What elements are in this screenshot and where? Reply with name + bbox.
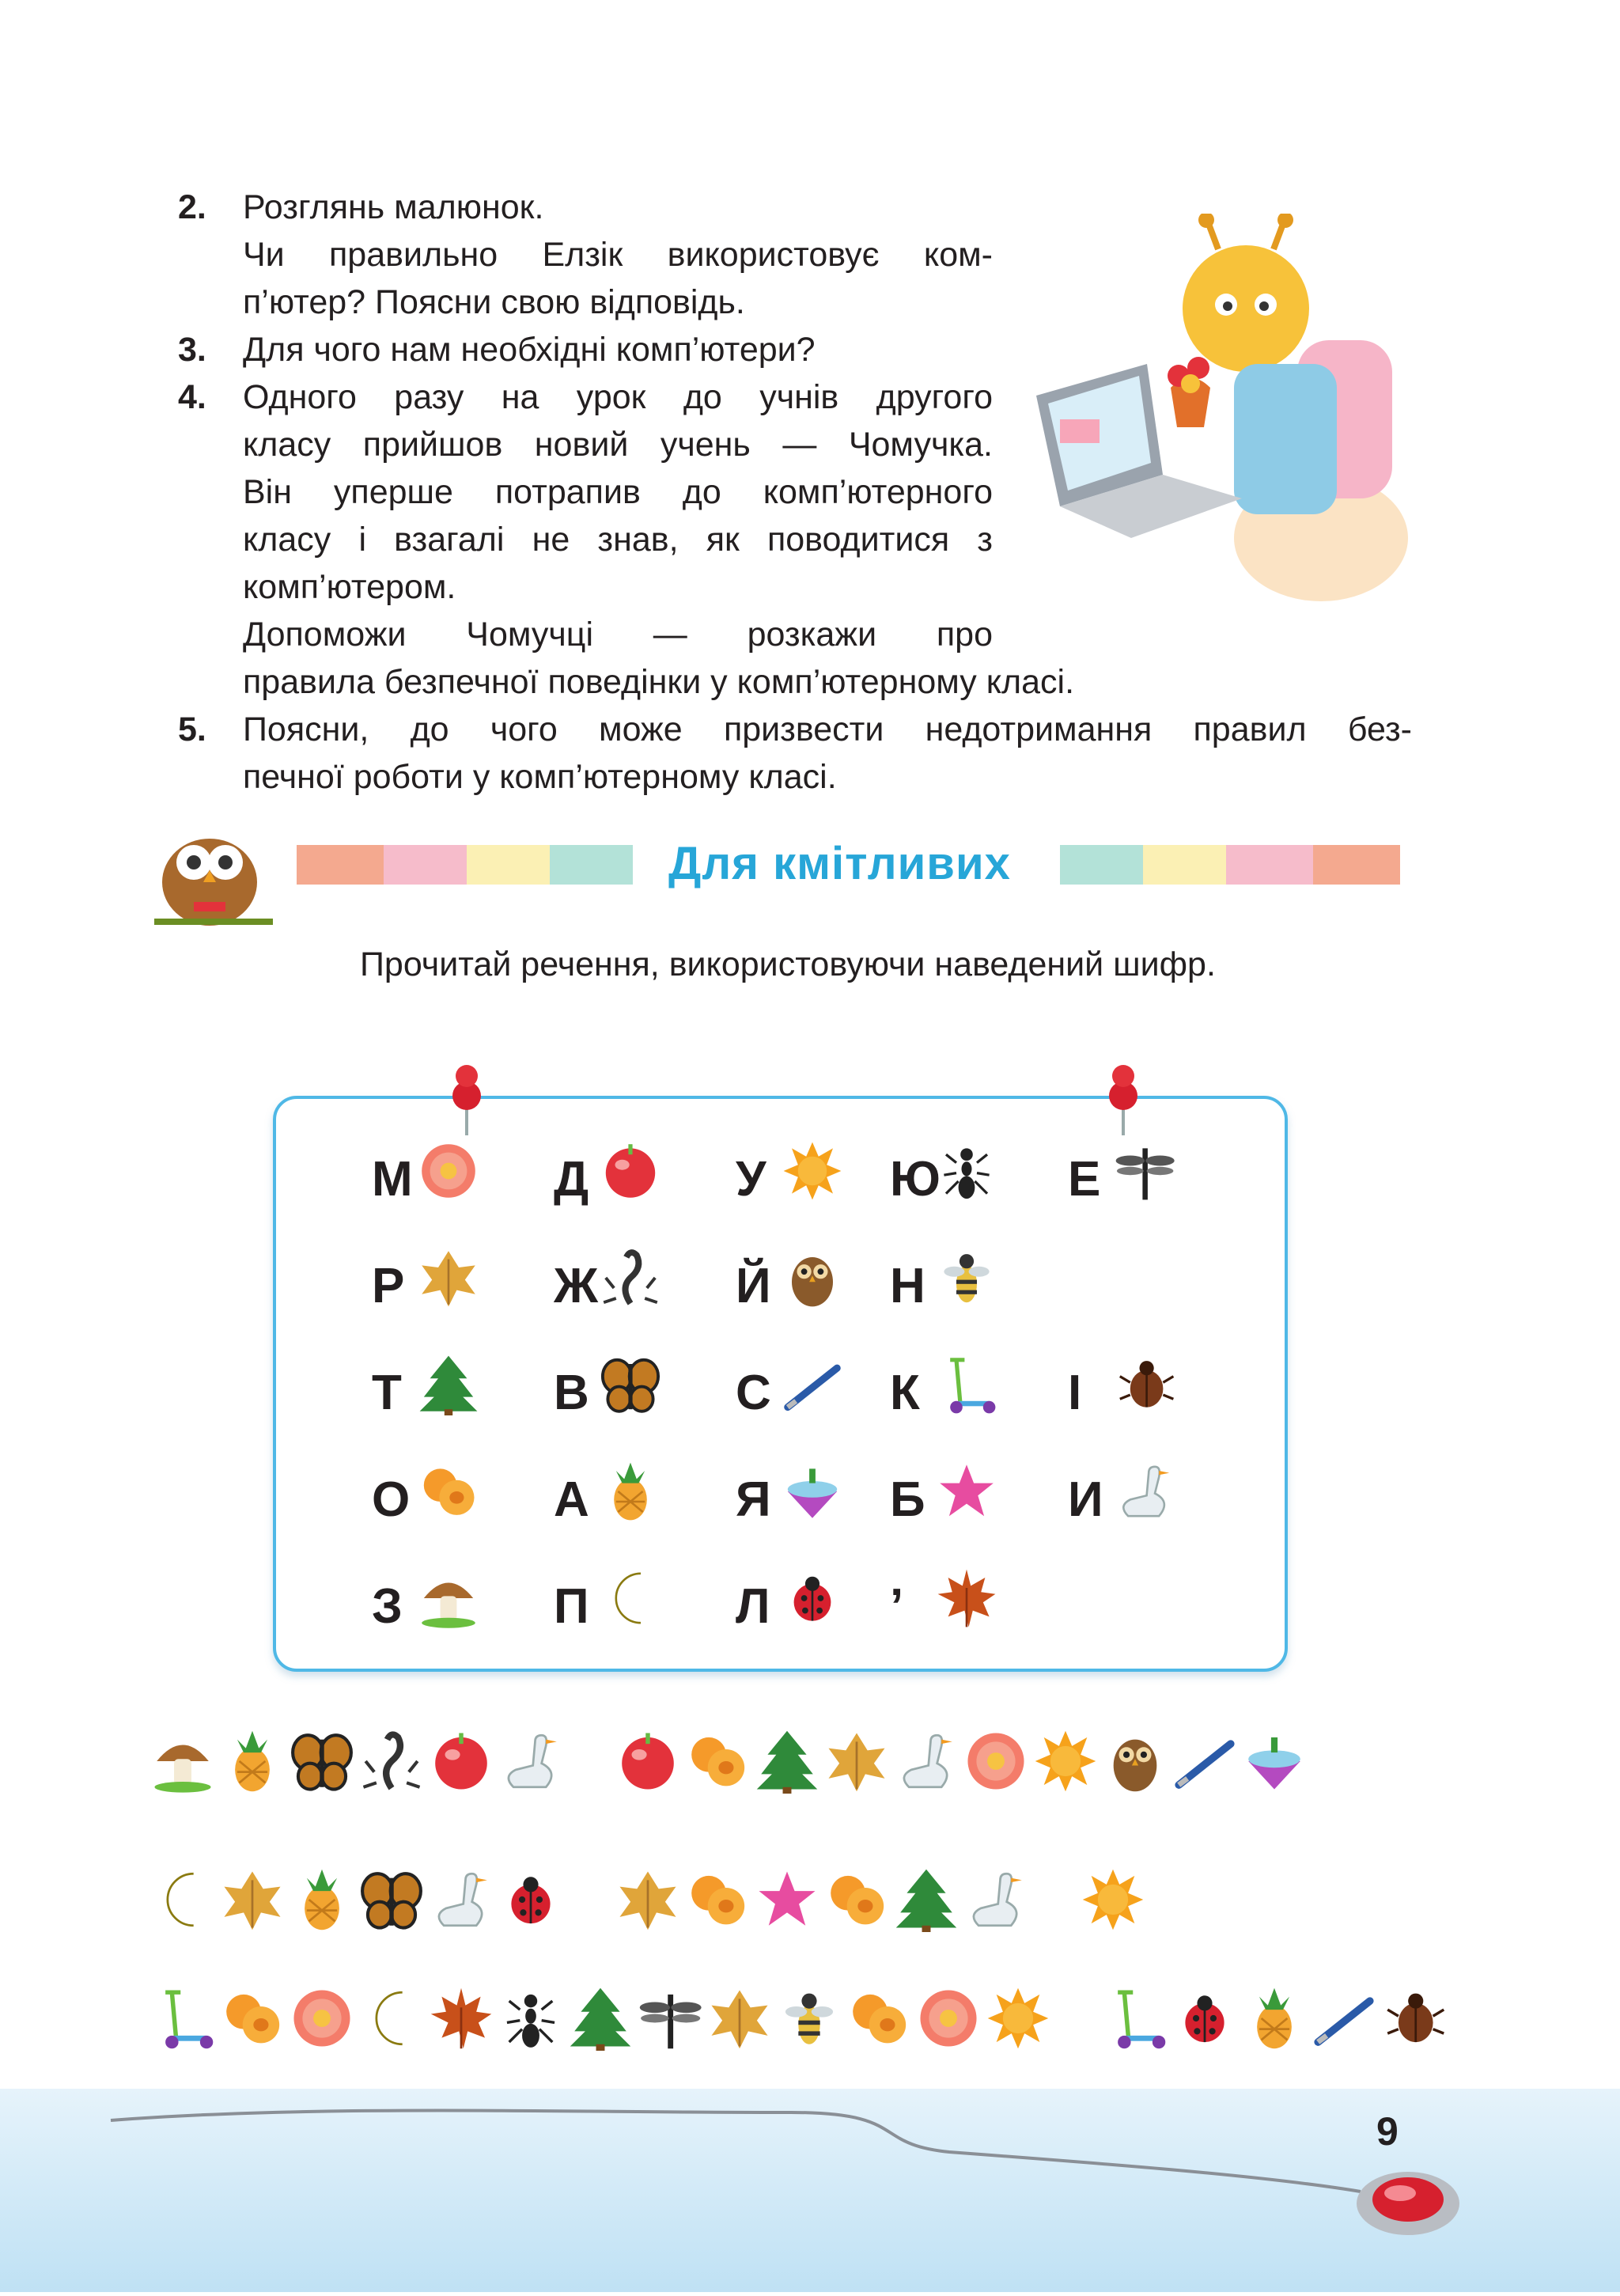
mushroom-icon: [150, 1729, 215, 1794]
cipher-letter: Ж: [554, 1259, 599, 1313]
cipher-entry: [372, 1472, 410, 1528]
flower-icon: [916, 1986, 981, 2051]
cipher-entry: [736, 1578, 770, 1635]
question-text: Розглянь малюнок.: [243, 188, 544, 226]
question-text: Для чого нам необхідні комп’ютери?: [243, 331, 816, 369]
question-5: [178, 706, 1412, 801]
pineapple-icon: [600, 1461, 661, 1522]
cipher-entry: [736, 1151, 766, 1207]
moon-icon: [600, 1567, 661, 1629]
cipher-entry: [1068, 1472, 1103, 1528]
question-text: печної роботи у комп’ютерному класі.: [243, 758, 837, 796]
banner-stripe: [1313, 845, 1400, 885]
mushroom-icon: [418, 1567, 479, 1629]
cipher-entry: [736, 1258, 771, 1314]
pineapple-icon: [1242, 1986, 1307, 2051]
question-text: Чи правильно Елзік використовує ком-: [243, 236, 993, 274]
question-text: п’ютер? Поясни свою відповідь.: [243, 283, 745, 321]
owl-icon: [782, 1247, 843, 1309]
question-text: Допоможи Чомучці — розкажи про: [243, 616, 993, 654]
ant-icon: [498, 1986, 563, 2051]
leaf-icon: [418, 1247, 479, 1309]
leaf-icon: [707, 1986, 772, 2051]
fir-tree-icon: [568, 1986, 633, 2051]
question-number: 3.: [178, 331, 206, 369]
sun-icon: [1081, 1867, 1145, 1932]
cipher-letter: Р: [372, 1259, 405, 1313]
banner-stripe: [1060, 845, 1143, 885]
spinning-top-icon: [782, 1461, 843, 1522]
question-text: комп’ютером.: [243, 568, 456, 606]
moon-icon: [150, 1867, 215, 1932]
cipher-letter: Н: [890, 1259, 925, 1313]
scorpion-icon: [359, 1729, 424, 1794]
cipher-letter: Д: [554, 1152, 589, 1207]
fir-tree-icon: [418, 1354, 479, 1415]
cipher-letter: І: [1068, 1366, 1082, 1420]
banner-stripe: [384, 845, 467, 885]
cipher-letter: У: [736, 1152, 766, 1207]
cipher-entry: [554, 1151, 589, 1207]
ladybug-icon: [1172, 1986, 1237, 2051]
flower-icon: [290, 1986, 354, 2051]
task-instruction: Прочитай речення, використовуючи наведений шифр.: [360, 945, 1216, 983]
cipher-entry: [554, 1578, 589, 1635]
cipher-entry: [554, 1472, 589, 1528]
question-4: [178, 373, 1075, 706]
cipher-entry: [372, 1365, 402, 1421]
star-icon: [755, 1867, 819, 1932]
apricot-icon: [846, 1986, 911, 2051]
cipher-letter: П: [554, 1579, 589, 1634]
section-title: Для кмітливих: [668, 838, 1011, 889]
cipher-entry: [554, 1365, 589, 1421]
cipher-letter: Я: [736, 1472, 771, 1527]
butterfly-icon: [290, 1729, 354, 1794]
apple-icon: [600, 1140, 661, 1202]
star-icon: [936, 1461, 997, 1522]
ladybug-icon: [782, 1567, 843, 1629]
question-number: 2.: [178, 188, 206, 226]
cipher-entry: [372, 1258, 404, 1314]
beetle-icon: [1381, 1986, 1446, 2051]
cipher-entry: [736, 1365, 771, 1421]
leaf-icon: [824, 1729, 889, 1794]
cipher-letter: ’: [890, 1579, 904, 1634]
sun-icon: [1033, 1729, 1098, 1794]
goose-icon: [498, 1729, 563, 1794]
banner-stripe: [1143, 845, 1226, 885]
leaf-icon: [615, 1867, 680, 1932]
computer-mouse-icon: [1345, 2160, 1463, 2247]
apricot-icon: [220, 1986, 285, 2051]
cipher-entry: [1068, 1151, 1100, 1207]
butterfly-icon: [600, 1354, 661, 1415]
cipher-entry: [736, 1472, 771, 1528]
sun-icon: [986, 1986, 1050, 2051]
dragonfly-icon: [638, 1986, 702, 2051]
question-text: Поясни, до чого може призвести недотримання правил без-: [243, 710, 1412, 748]
cipher-letter: Ю: [890, 1152, 941, 1207]
question-text: Одного разу на урок до учнів другого: [243, 378, 993, 416]
spinning-top-icon: [1242, 1729, 1307, 1794]
owl-icon: [1103, 1729, 1168, 1794]
sun-icon: [782, 1140, 843, 1202]
cipher-letter: Е: [1068, 1152, 1101, 1207]
cipher-letter: Й: [736, 1259, 771, 1313]
cipher-entry: [890, 1578, 903, 1635]
wasp-icon: [777, 1986, 842, 2051]
question-text: класу прийшов новий учень — Чомучка.: [243, 426, 993, 464]
cipher-letter: О: [372, 1472, 411, 1527]
cipher-letter: А: [554, 1472, 589, 1527]
banner-stripe: [1226, 845, 1313, 885]
pen-icon: [1172, 1729, 1237, 1794]
wasp-icon: [936, 1247, 997, 1309]
cipher-letter: С: [736, 1366, 771, 1420]
cipher-letter: Б: [890, 1472, 925, 1527]
cipher-letter: В: [554, 1366, 589, 1420]
fir-tree-icon: [755, 1729, 819, 1794]
question-text: класу і взагалі не знав, як поводитися з: [243, 521, 993, 559]
question-text: правила безпечної поведінки у комп’ютерному класі.: [243, 663, 1075, 701]
scooter-icon: [936, 1354, 997, 1415]
cipher-entry: [372, 1151, 413, 1207]
pen-icon: [1312, 1986, 1376, 2051]
beetle-icon: [1114, 1354, 1175, 1415]
cipher-entry: [890, 1472, 925, 1528]
flower-icon: [963, 1729, 1028, 1794]
apple-icon: [429, 1729, 494, 1794]
fir-tree-icon: [894, 1867, 959, 1932]
owl-mascot-icon: [146, 815, 277, 934]
scorpion-icon: [600, 1247, 661, 1309]
pushpin-icon: [443, 1060, 490, 1139]
goose-icon: [963, 1867, 1028, 1932]
moon-icon: [359, 1986, 424, 2051]
pineapple-icon: [290, 1867, 354, 1932]
scooter-icon: [150, 1986, 215, 2051]
apple-icon: [615, 1729, 680, 1794]
goose-icon: [894, 1729, 959, 1794]
flower-icon: [418, 1140, 479, 1202]
question-2: [178, 184, 993, 326]
question-number: 4.: [178, 378, 206, 416]
question-text: Він уперше потрапив до комп’ютерного: [243, 473, 993, 511]
cipher-entry: [554, 1258, 598, 1314]
cipher-letter: Т: [372, 1366, 402, 1420]
banner-stripe: [550, 845, 633, 885]
question-3: [178, 326, 993, 373]
dragonfly-icon: [1114, 1140, 1175, 1202]
ant-icon: [936, 1140, 997, 1202]
character-laptop-illustration: [1036, 214, 1408, 609]
cipher-entry: [890, 1365, 920, 1421]
maple-leaf-icon: [429, 1986, 494, 2051]
goose-icon: [429, 1867, 494, 1932]
cipher-entry: [890, 1151, 941, 1207]
cipher-letter: К: [890, 1366, 920, 1420]
cipher-letter: М: [372, 1152, 413, 1207]
goose-icon: [1114, 1461, 1175, 1522]
cipher-letter: И: [1068, 1472, 1103, 1527]
cipher-entry: [1068, 1365, 1081, 1421]
cipher-entry: [372, 1578, 403, 1635]
cipher-letter: Л: [736, 1579, 770, 1634]
pushpin-icon: [1100, 1060, 1147, 1139]
apricot-icon: [824, 1867, 889, 1932]
scooter-icon: [1103, 1986, 1168, 2051]
pen-icon: [782, 1354, 843, 1415]
apricot-icon: [685, 1729, 750, 1794]
cipher-letter: З: [372, 1579, 403, 1634]
apricot-icon: [685, 1867, 750, 1932]
banner-stripe: [297, 845, 384, 885]
leaf-icon: [220, 1867, 285, 1932]
banner-stripe: [467, 845, 550, 885]
cipher-entry: [890, 1258, 925, 1314]
page-number: 9: [1376, 2109, 1399, 2154]
apricot-icon: [418, 1461, 479, 1522]
maple-leaf-icon: [936, 1567, 997, 1629]
butterfly-icon: [359, 1867, 424, 1932]
pineapple-icon: [220, 1729, 285, 1794]
question-number: 5.: [178, 710, 206, 748]
ladybug-icon: [498, 1867, 563, 1932]
